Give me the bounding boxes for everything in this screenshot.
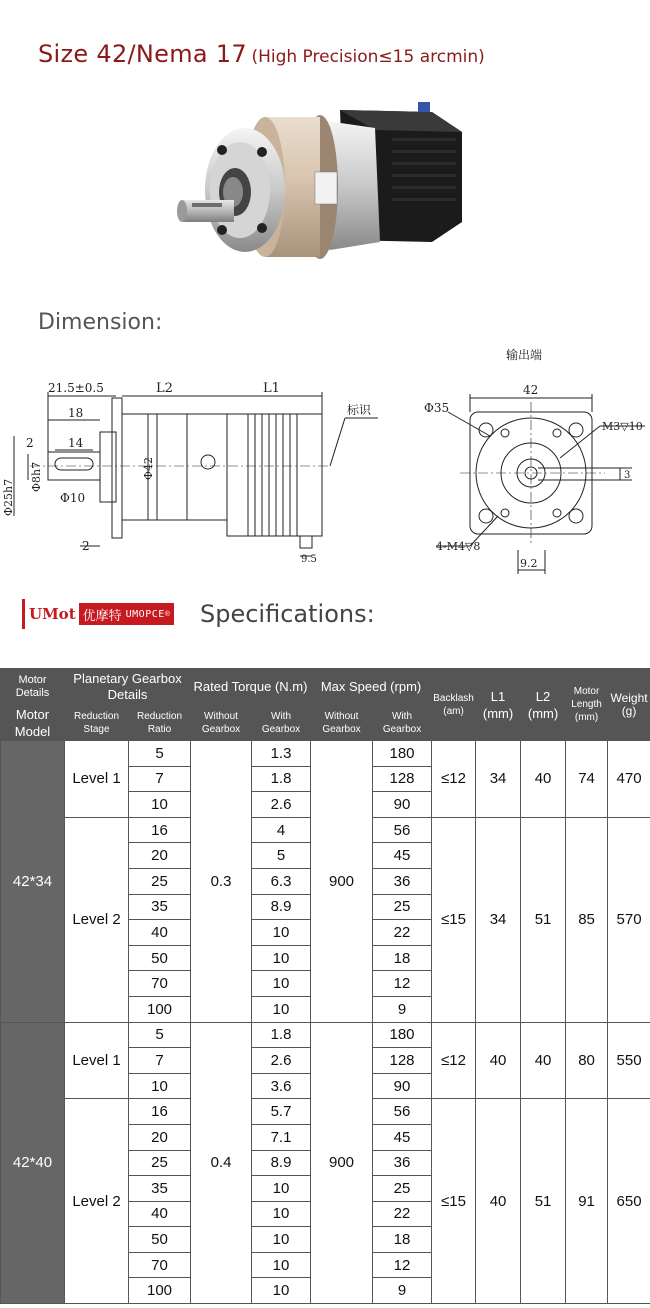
cell-backlash: ≤12 (432, 741, 476, 818)
brand-cn: 优摩特 (82, 607, 122, 623)
cell-torque-with-gearbox: 10 (252, 971, 311, 997)
output-end-label: 输出端 (506, 348, 543, 362)
cell-weight: 650 (608, 1099, 650, 1304)
cell-motor-length: 74 (566, 741, 608, 818)
cell-speed-without-gearbox: 900 (311, 741, 373, 1023)
th-motor-model: Motor Model (1, 705, 65, 741)
th-rated-torque: Rated Torque (N.m) (191, 669, 311, 705)
cell-reduction-ratio: 16 (129, 817, 191, 843)
cell-torque-with-gearbox: 5 (252, 843, 311, 869)
cell-speed-with-gearbox: 12 (373, 971, 432, 997)
cell-speed-with-gearbox: 9 (373, 996, 432, 1022)
cell-speed-with-gearbox: 56 (373, 817, 432, 843)
cell-torque-with-gearbox: 3.6 (252, 1073, 311, 1099)
cell-torque-with-gearbox: 4 (252, 817, 311, 843)
cell-reduction-ratio: 35 (129, 894, 191, 920)
cell-reduction-stage: Level 1 (65, 1022, 129, 1099)
cell-torque-with-gearbox: 6.3 (252, 868, 311, 894)
cell-reduction-ratio: 10 (129, 792, 191, 818)
th-max-speed: Max Speed (rpm) (311, 669, 432, 705)
cell-reduction-ratio: 25 (129, 868, 191, 894)
dimension-drawings (0, 340, 650, 580)
specifications-table (0, 668, 650, 1304)
cell-reduction-ratio: 10 (129, 1073, 191, 1099)
cell-reduction-ratio: 100 (129, 996, 191, 1022)
cell-reduction-ratio: 20 (129, 843, 191, 869)
cell-speed-with-gearbox: 36 (373, 1150, 432, 1176)
cell-torque-with-gearbox: 8.9 (252, 894, 311, 920)
cell-speed-with-gearbox: 25 (373, 894, 432, 920)
cell-speed-with-gearbox: 25 (373, 1176, 432, 1202)
cell-reduction-ratio: 5 (129, 1022, 191, 1048)
specifications-table-body (1, 741, 650, 1304)
cell-speed-with-gearbox: 128 (373, 766, 432, 792)
cell-torque-with-gearbox: 1.8 (252, 766, 311, 792)
th-torque-with-gearbox: With Gearbox (252, 705, 311, 741)
th-torque-without-gearbox: Without Gearbox (191, 705, 252, 741)
dim-14: 14 (68, 436, 84, 450)
cell-reduction-stage: Level 1 (65, 741, 129, 818)
cell-torque-with-gearbox: 10 (252, 945, 311, 971)
cell-torque-without-gearbox: 0.4 (191, 1022, 252, 1304)
dim-2-bottom: 2 (82, 539, 90, 553)
cell-speed-with-gearbox: 22 (373, 1201, 432, 1227)
cell-reduction-ratio: 100 (129, 1278, 191, 1304)
cell-motor-length: 80 (566, 1022, 608, 1099)
dim-21-5: 21.5±0.5 (48, 381, 104, 395)
th-l1: L1 (mm) (476, 669, 521, 741)
cell-weight: 550 (608, 1022, 650, 1099)
cell-speed-with-gearbox: 12 (373, 1252, 432, 1278)
cell-reduction-ratio: 7 (129, 766, 191, 792)
cell-l2: 40 (521, 741, 566, 818)
cell-speed-with-gearbox: 45 (373, 843, 432, 869)
cell-torque-without-gearbox: 0.3 (191, 741, 252, 1023)
cell-speed-without-gearbox: 900 (311, 1022, 373, 1304)
cell-torque-with-gearbox: 5.7 (252, 1099, 311, 1125)
cell-speed-with-gearbox: 90 (373, 792, 432, 818)
cell-reduction-ratio: 16 (129, 1099, 191, 1125)
title-subtitle: (High Precision≤15 arcmin) (251, 47, 485, 67)
cell-torque-with-gearbox: 2.6 (252, 1048, 311, 1074)
cell-l2: 51 (521, 1099, 566, 1304)
dim-42: 42 (523, 383, 539, 397)
brand-reg: ® (164, 610, 170, 618)
cell-torque-with-gearbox: 8.9 (252, 1150, 311, 1176)
table-row (1, 1022, 650, 1048)
brand-box (79, 603, 174, 625)
cell-l1: 34 (476, 817, 521, 1022)
cell-torque-with-gearbox: 10 (252, 1176, 311, 1202)
table-row (1, 741, 650, 767)
dim-9-5: 9.5 (301, 554, 317, 565)
th-backlash: Backlash (am) (432, 669, 476, 741)
cell-reduction-ratio: 70 (129, 1252, 191, 1278)
dim-l1: L1 (263, 381, 280, 396)
cell-torque-with-gearbox: 10 (252, 1252, 311, 1278)
specifications-title: Specifications: (200, 600, 375, 628)
cell-speed-with-gearbox: 90 (373, 1073, 432, 1099)
cell-torque-with-gearbox: 10 (252, 1278, 311, 1304)
cell-speed-with-gearbox: 22 (373, 920, 432, 946)
th-speed-without-gearbox: Without Gearbox (311, 705, 373, 741)
cell-torque-with-gearbox: 10 (252, 1201, 311, 1227)
cell-motor-length: 85 (566, 817, 608, 1022)
cell-torque-with-gearbox: 10 (252, 996, 311, 1022)
cell-reduction-ratio: 25 (129, 1150, 191, 1176)
th-l2: L2 (mm) (521, 669, 566, 741)
cell-backlash: ≤12 (432, 1022, 476, 1099)
cell-reduction-ratio: 7 (129, 1048, 191, 1074)
cell-reduction-stage: Level 2 (65, 1099, 129, 1304)
cell-speed-with-gearbox: 45 (373, 1124, 432, 1150)
th-gearbox-details: Planetary Gearbox Details (65, 669, 191, 705)
cell-weight: 470 (608, 741, 650, 818)
dim-m4: 4-M4▽8 (436, 540, 481, 553)
cell-backlash: ≤15 (432, 1099, 476, 1304)
brand-bar (22, 599, 25, 629)
cell-speed-with-gearbox: 36 (373, 868, 432, 894)
cell-reduction-ratio: 35 (129, 1176, 191, 1202)
cell-weight: 570 (608, 817, 650, 1022)
dim-phi42: Φ42 (142, 456, 155, 480)
th-motor-length: Motor Length (mm) (566, 669, 608, 741)
cell-reduction-stage: Level 2 (65, 817, 129, 1022)
cell-reduction-ratio: 20 (129, 1124, 191, 1150)
dim-phi25h7: Φ25h7 (2, 478, 15, 516)
cell-reduction-ratio: 5 (129, 741, 191, 767)
cell-reduction-ratio: 50 (129, 1227, 191, 1253)
cell-motor-model: 42*40 (1, 1022, 65, 1304)
cell-l2: 51 (521, 817, 566, 1022)
cell-torque-with-gearbox: 7.1 (252, 1124, 311, 1150)
brand-latin: UMOPCE (125, 608, 165, 620)
gearbox-motor-image (170, 92, 470, 272)
th-reduction-stage: Reduction Stage (65, 705, 129, 741)
dim-m3: M3▽10 (602, 420, 643, 433)
cell-speed-with-gearbox: 128 (373, 1048, 432, 1074)
cell-reduction-ratio: 40 (129, 1201, 191, 1227)
cell-reduction-ratio: 70 (129, 971, 191, 997)
cell-motor-length: 91 (566, 1099, 608, 1304)
cell-torque-with-gearbox: 1.3 (252, 741, 311, 767)
dim-phi35: Φ35 (424, 401, 450, 415)
brand-name: UMot (29, 605, 76, 623)
cell-torque-with-gearbox: 2.6 (252, 792, 311, 818)
cell-speed-with-gearbox: 180 (373, 1022, 432, 1048)
label-note: 标识 (347, 403, 372, 417)
cell-speed-with-gearbox: 180 (373, 741, 432, 767)
dim-phi8h7: Φ8h7 (30, 461, 43, 492)
cell-reduction-ratio: 40 (129, 920, 191, 946)
th-weight: Weight (g) (608, 669, 650, 741)
page-title (38, 40, 485, 68)
cell-speed-with-gearbox: 18 (373, 1227, 432, 1253)
th-reduction-ratio: Reduction Ratio (129, 705, 191, 741)
dim-l2: L2 (156, 381, 173, 396)
dim-phi10: Φ10 (60, 491, 86, 505)
dim-18: 18 (68, 406, 84, 420)
brand-logo (22, 599, 192, 629)
cell-backlash: ≤15 (432, 817, 476, 1022)
cell-speed-with-gearbox: 56 (373, 1099, 432, 1125)
th-speed-with-gearbox: With Gearbox (373, 705, 432, 741)
cell-l1: 40 (476, 1099, 521, 1304)
cell-l1: 34 (476, 741, 521, 818)
cell-torque-with-gearbox: 10 (252, 1227, 311, 1253)
dim-2-top: 2 (26, 436, 34, 450)
dim-3: 3 (624, 470, 631, 481)
cell-torque-with-gearbox: 1.8 (252, 1022, 311, 1048)
dim-9-2: 9.2 (520, 557, 538, 570)
cell-l1: 40 (476, 1022, 521, 1099)
th-motor-details: Motor Details (1, 669, 65, 705)
cell-speed-with-gearbox: 9 (373, 1278, 432, 1304)
cell-motor-model: 42*34 (1, 741, 65, 1023)
cell-speed-with-gearbox: 18 (373, 945, 432, 971)
title-main: Size 42/Nema 17 (38, 40, 247, 68)
cell-torque-with-gearbox: 10 (252, 920, 311, 946)
cell-l2: 40 (521, 1022, 566, 1099)
dimension-title: Dimension: (38, 310, 163, 335)
cell-reduction-ratio: 50 (129, 945, 191, 971)
